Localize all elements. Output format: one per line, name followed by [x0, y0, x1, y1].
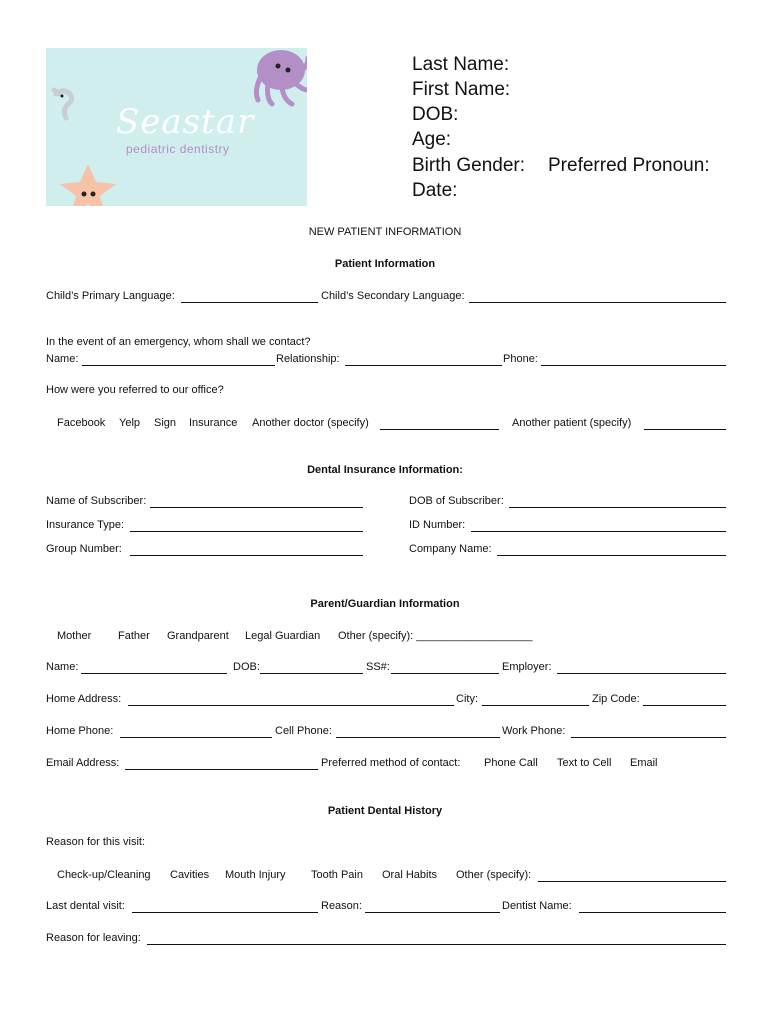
- reason-option-tooth-pain[interactable]: Tooth Pain: [311, 869, 363, 881]
- form-title: NEW PATIENT INFORMATION: [308, 226, 462, 238]
- reason-other-field[interactable]: [538, 881, 726, 882]
- age-label: Age:: [412, 129, 452, 150]
- company-name-label: Company Name:: [409, 543, 492, 555]
- reason-for-leaving-field[interactable]: [147, 944, 726, 945]
- relation-option-mother[interactable]: Mother: [57, 630, 92, 642]
- zip-code-field[interactable]: [643, 705, 726, 706]
- cell-phone-field[interactable]: [336, 737, 500, 738]
- city-label: City:: [456, 693, 478, 705]
- home-address-field[interactable]: [128, 705, 454, 706]
- guardian-heading: Parent/Guardian Information: [310, 598, 460, 610]
- referral-prompt: How were you referred to our office?: [46, 384, 224, 396]
- visit-reason-field[interactable]: [365, 912, 500, 913]
- id-number-field[interactable]: [471, 531, 726, 532]
- company-name-field[interactable]: [497, 555, 726, 556]
- visit-reason-label: Reason:: [321, 900, 362, 912]
- id-number-label: ID Number:: [409, 519, 466, 531]
- email-address-field[interactable]: [125, 769, 318, 770]
- email-address-label: Email Address:: [46, 757, 120, 769]
- guardian-dob-field[interactable]: [260, 673, 363, 674]
- emergency-phone-field[interactable]: [541, 365, 726, 366]
- reason-for-visit-label: Reason for this visit:: [46, 836, 146, 848]
- primary-language-field[interactable]: [181, 302, 318, 303]
- emergency-name-label: Name:: [46, 353, 79, 365]
- guardian-employer-field[interactable]: [557, 673, 726, 674]
- dentist-name-label: Dentist Name:: [502, 900, 572, 912]
- referral-option-another-doctor[interactable]: Another doctor (specify): [252, 417, 369, 429]
- insurance-type-label: Insurance Type:: [46, 519, 125, 531]
- reason-for-leaving-label: Reason for leaving:: [46, 932, 141, 944]
- primary-language-label: Child’s Primary Language:: [46, 290, 175, 302]
- zip-code-label: Zip Code:: [592, 693, 640, 705]
- emergency-name-field[interactable]: [82, 365, 275, 366]
- dob-label: DOB:: [412, 104, 459, 125]
- relation-option-father[interactable]: Father: [118, 630, 150, 642]
- patient-info-heading: Patient Information: [334, 258, 436, 270]
- dentist-name-field[interactable]: [579, 912, 726, 913]
- subscriber-dob-field[interactable]: [509, 507, 726, 508]
- last-dental-visit-field[interactable]: [132, 912, 318, 913]
- last-dental-visit-label: Last dental visit:: [46, 900, 125, 912]
- last-name-label: Last Name:: [412, 54, 510, 75]
- guardian-employer-label: Employer:: [502, 661, 552, 673]
- date-label: Date:: [412, 180, 458, 201]
- contact-option-phone-call[interactable]: Phone Call: [484, 757, 538, 769]
- referral-patient-field[interactable]: [644, 429, 726, 430]
- preferred-contact-label: Preferred method of contact:: [321, 757, 461, 769]
- contact-option-email[interactable]: Email: [630, 757, 658, 769]
- first-name-label: First Name:: [412, 79, 511, 100]
- home-address-label: Home Address:: [46, 693, 122, 705]
- home-phone-field[interactable]: [120, 737, 272, 738]
- emergency-phone-label: Phone:: [503, 353, 538, 365]
- relation-option-legal-guardian[interactable]: Legal Guardian: [245, 630, 321, 642]
- dental-history-heading: Patient Dental History: [327, 805, 443, 817]
- work-phone-label: Work Phone:: [502, 725, 566, 737]
- practice-logo: [46, 48, 307, 206]
- relation-option-other[interactable]: Other (specify): ___________________: [338, 630, 533, 642]
- emergency-relationship-field[interactable]: [345, 365, 502, 366]
- group-number-label: Group Number:: [46, 543, 122, 555]
- birth-gender-label: Birth Gender:: [412, 155, 525, 176]
- guardian-name-label: Name:: [46, 661, 79, 673]
- city-field[interactable]: [482, 705, 589, 706]
- octopus-icon: [256, 50, 307, 104]
- work-phone-field[interactable]: [571, 737, 726, 738]
- insurance-heading: Dental Insurance Information:: [307, 464, 463, 476]
- reason-option-cavities[interactable]: Cavities: [170, 869, 210, 881]
- reason-option-checkup[interactable]: Check-up/Cleaning: [57, 869, 151, 881]
- relation-option-grandparent[interactable]: Grandparent: [167, 630, 229, 642]
- reason-option-mouth-injury[interactable]: Mouth Injury: [225, 869, 286, 881]
- referral-option-sign[interactable]: Sign: [154, 417, 177, 429]
- referral-doctor-field[interactable]: [380, 429, 499, 430]
- cell-phone-label: Cell Phone:: [275, 725, 332, 737]
- subscriber-name-label: Name of Subscriber:: [46, 495, 147, 507]
- home-phone-label: Home Phone:: [46, 725, 114, 737]
- preferred-pronoun-label: Preferred Pronoun:: [548, 155, 710, 176]
- seahorse-icon: [54, 90, 72, 118]
- subscriber-name-field[interactable]: [150, 507, 363, 508]
- reason-option-oral-habits[interactable]: Oral Habits: [382, 869, 438, 881]
- emergency-relationship-label: Relationship:: [276, 353, 340, 365]
- referral-option-yelp[interactable]: Yelp: [119, 417, 141, 429]
- referral-option-facebook[interactable]: Facebook: [57, 417, 106, 429]
- starfish-icon: [60, 164, 116, 206]
- guardian-name-field[interactable]: [81, 673, 227, 674]
- secondary-language-label: Child’s Secondary Language:: [321, 290, 465, 302]
- logo-brand-name: Seastar: [116, 102, 255, 142]
- referral-option-insurance[interactable]: Insurance: [189, 417, 238, 429]
- subscriber-dob-label: DOB of Subscriber:: [409, 495, 504, 507]
- guardian-ssn-field[interactable]: [391, 673, 499, 674]
- guardian-dob-label: DOB:: [233, 661, 260, 673]
- guardian-ssn-label: SS#:: [366, 661, 390, 673]
- secondary-language-field[interactable]: [469, 302, 726, 303]
- contact-option-text[interactable]: Text to Cell: [557, 757, 612, 769]
- reason-option-other[interactable]: Other (specify):: [456, 869, 532, 881]
- emergency-contact-prompt: In the event of an emergency, whom shall we contact?: [46, 336, 311, 348]
- insurance-type-field[interactable]: [130, 531, 363, 532]
- referral-option-another-patient[interactable]: Another patient (specify): [512, 417, 632, 429]
- logo-subtitle: pediatric dentistry: [126, 142, 230, 156]
- group-number-field[interactable]: [130, 555, 363, 556]
